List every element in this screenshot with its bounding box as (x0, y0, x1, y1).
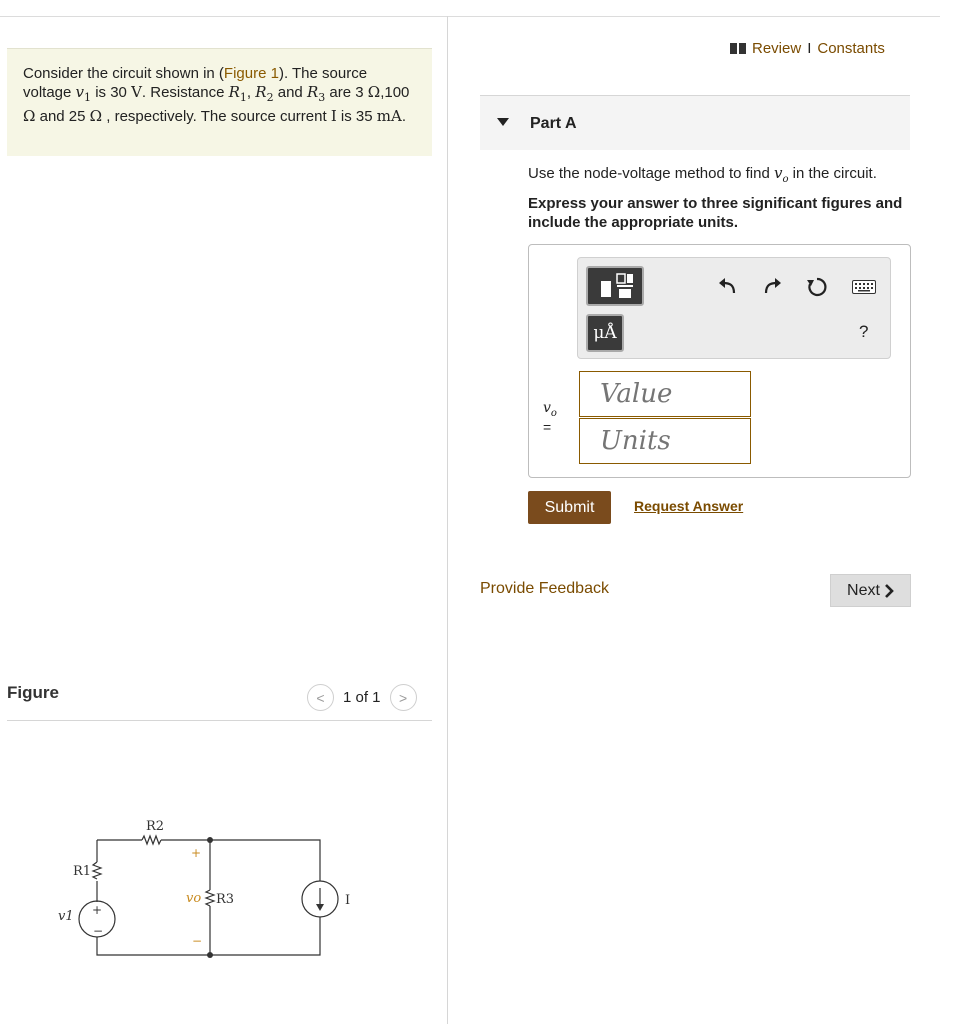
answer-format-instruction: Express your answer to three significant figures and include the appropriate units. (528, 195, 903, 231)
units-input[interactable] (579, 418, 751, 464)
collapse-triangle-icon[interactable] (497, 118, 509, 126)
value-input[interactable] (579, 371, 751, 417)
figure-link[interactable]: Figure 1 (223, 65, 279, 82)
figure-pager (307, 684, 417, 711)
undo-icon[interactable] (718, 276, 738, 296)
chevron-left-icon: < (316, 689, 325, 706)
column-divider (447, 16, 448, 1024)
resistor-r1-symbol (93, 862, 101, 879)
equals-sign: = (543, 419, 552, 435)
keyboard-icon[interactable] (852, 280, 876, 294)
part-instruction: Use the node-voltage method to find $v_o$ in the circuit. (528, 164, 877, 185)
help-button[interactable]: ? (859, 322, 869, 341)
units-button[interactable]: μÅ (586, 314, 624, 352)
book-icon (730, 43, 746, 54)
request-answer-link[interactable]: Request Answer (634, 498, 744, 514)
label-r1: R1 (73, 864, 92, 879)
templates-button[interactable] (586, 266, 644, 306)
node-dot (207, 837, 213, 843)
circuit-diagram (50, 810, 360, 970)
label-v1: v1 (58, 909, 74, 924)
equation-toolbar (577, 257, 891, 359)
label-minus-vo: − (192, 934, 203, 948)
label-plus-v1: + (92, 903, 103, 917)
label-minus-v1: − (93, 924, 104, 938)
problem-statement: Consider the circuit shown in (Figure 1). The source voltage $v_1$ is 30 V. Resistance $R_1$, $R_2$ and $R_3$ are 3 Ω,100 Ω and 25 Ω , respectively. The source current I is 35 mA. (7, 48, 432, 156)
constants-link[interactable]: Constants (817, 40, 885, 57)
next-figure-button[interactable] (390, 684, 417, 711)
answer-box (528, 244, 911, 478)
top-divider (0, 16, 940, 17)
next-label: Next (847, 581, 880, 599)
label-current: I (345, 893, 351, 908)
figure-title: Figure (7, 683, 59, 702)
current-arrow-head (316, 904, 324, 911)
provide-feedback-link[interactable]: Provide Feedback (480, 580, 609, 597)
figure-page-count: 1 of 1 (343, 689, 381, 706)
chevron-right-icon (884, 584, 894, 598)
wire (161, 840, 320, 881)
reset-icon[interactable] (806, 276, 828, 298)
review-constants-bar: Review I Constants (730, 40, 885, 57)
submit-button[interactable]: Submit (528, 491, 611, 524)
node-dot (207, 952, 213, 958)
part-a-header[interactable] (480, 96, 910, 150)
var-v1: $v_1$ (75, 83, 92, 104)
prev-figure-button[interactable] (307, 684, 334, 711)
next-button[interactable] (830, 574, 911, 607)
resistor-r3-symbol (206, 890, 214, 906)
label-vo: vo (186, 891, 202, 906)
chevron-right-icon: > (398, 689, 408, 706)
wire-bottom (97, 917, 320, 955)
part-a-label: Part A (530, 115, 577, 132)
resistor-r2-symbol (142, 836, 161, 844)
label-plus-vo: + (191, 846, 202, 860)
figure-divider (7, 720, 432, 721)
label-r3: R3 (216, 892, 235, 907)
answer-variable: $v_o$ (543, 400, 557, 419)
fraction-template-icon (595, 271, 635, 301)
label-r2: R2 (146, 819, 165, 834)
review-link[interactable]: Review (752, 40, 802, 57)
redo-icon[interactable] (762, 276, 782, 296)
